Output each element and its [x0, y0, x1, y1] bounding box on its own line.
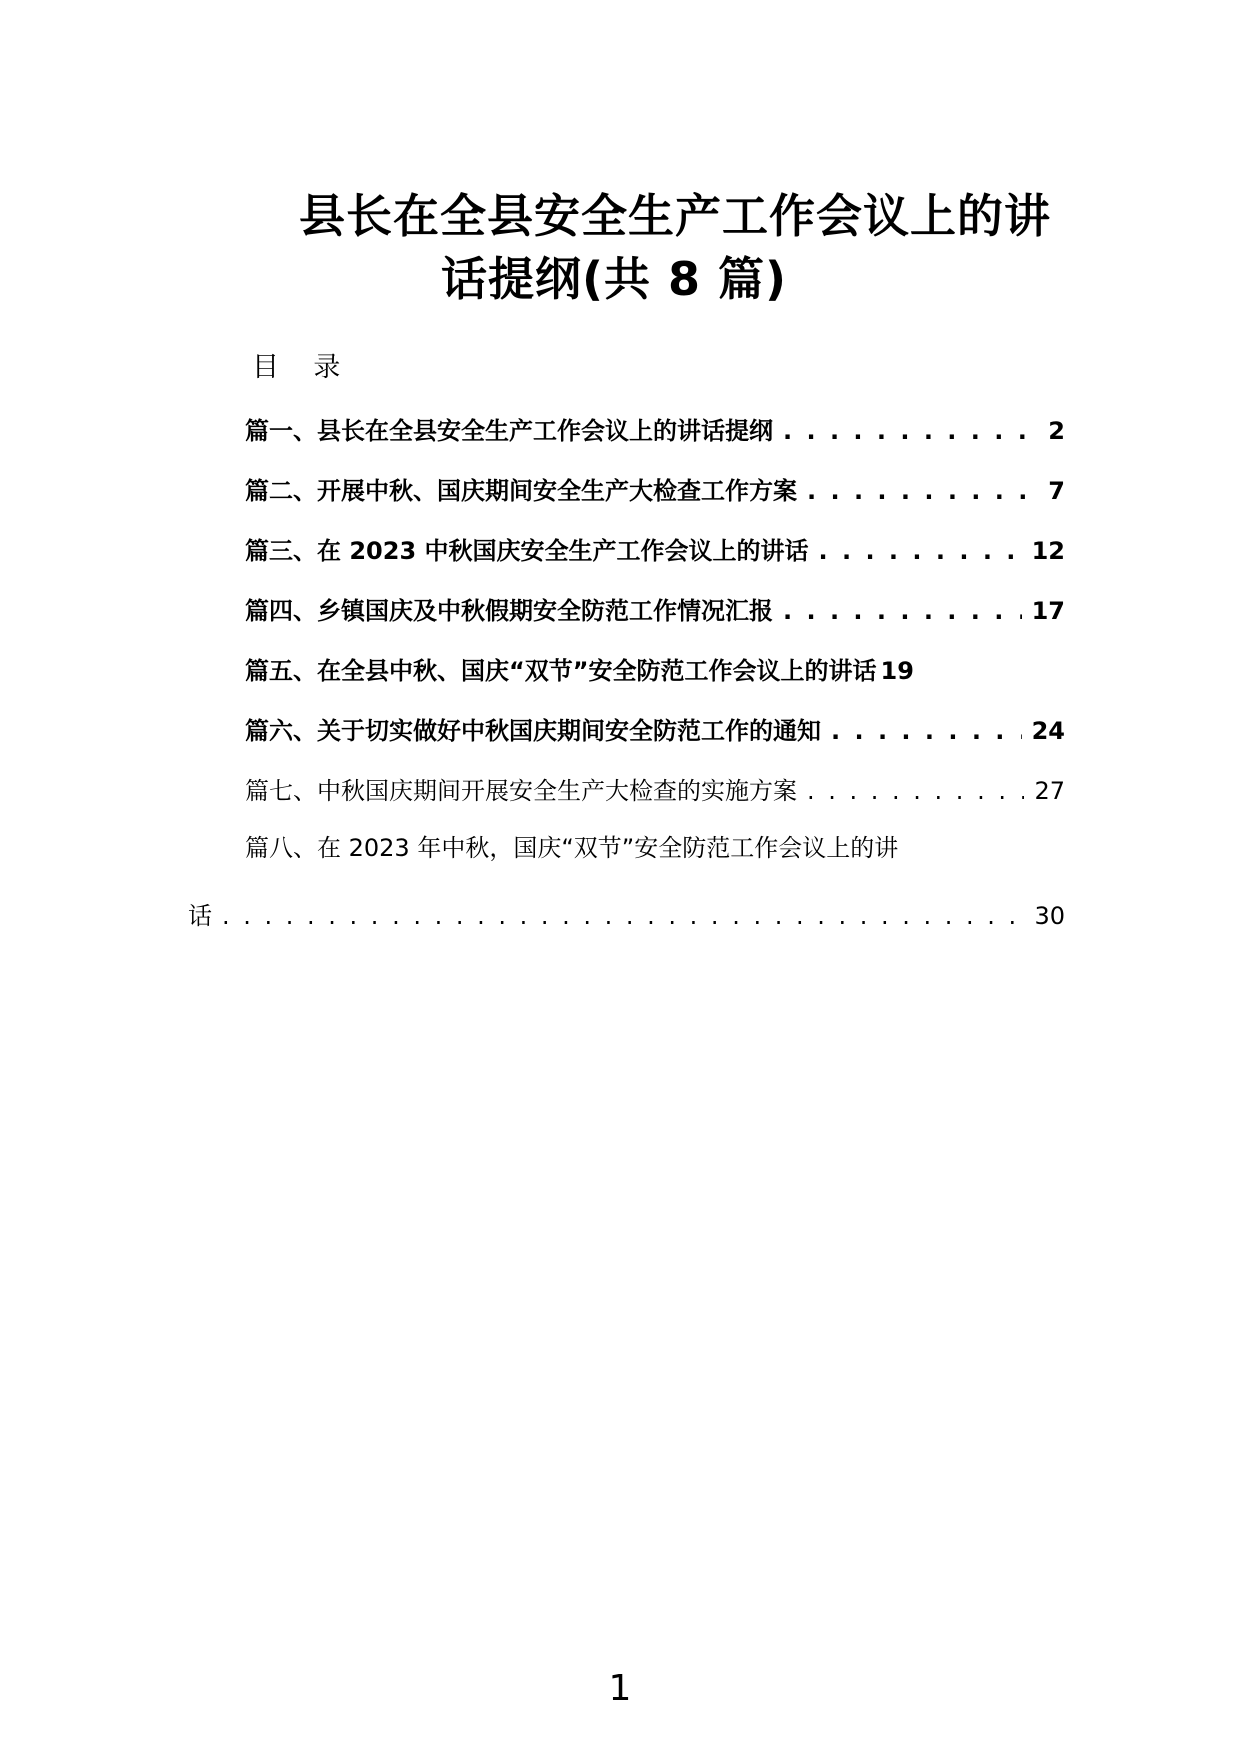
toc-entry-6[interactable] [245, 711, 1065, 751]
toc-entry-7[interactable] [245, 771, 1065, 811]
toc-dot-leader [831, 711, 1022, 751]
toc-dot-leader [819, 531, 1022, 571]
page-number: 1 [608, 1668, 632, 1709]
toc-entry-page: 2 [1048, 417, 1065, 445]
toc-entry-title: 篇二、开展中秋、国庆期间安全生产大检查工作方案 [245, 477, 797, 505]
toc-entry-title: 篇五、在全县中秋、国庆“双节”安全防范工作会议上的讲话 [245, 657, 877, 685]
toc-dot-leader [783, 591, 1022, 631]
toc-entry-title: 篇七、中秋国庆期间开展安全生产大检查的实施方案 [245, 777, 797, 805]
toc-entry-page: 27 [1034, 777, 1065, 805]
toc-dot-leader [222, 896, 1024, 936]
toc-entry-page: 19 [880, 657, 914, 685]
toc-heading: 目 录 [252, 352, 341, 383]
toc-entry-title: 篇三、在 2023 中秋国庆安全生产工作会议上的讲话 [245, 537, 809, 565]
toc-dot-leader [807, 771, 1024, 811]
toc-entry-page: 30 [1034, 902, 1065, 930]
toc-entry-1[interactable] [245, 411, 1065, 451]
toc-entry-page: 17 [1031, 597, 1065, 625]
toc-entry-3[interactable] [245, 531, 1065, 571]
toc-entry-page: 12 [1031, 537, 1065, 565]
document-title-line2: 话提纲(共 8 篇) [441, 252, 788, 306]
document-title-line1: 县长在全县安全生产工作会议上的讲 [299, 189, 1051, 243]
toc-entry-4[interactable] [245, 591, 1065, 631]
toc-entry-5[interactable] [245, 651, 1075, 691]
toc-entry-page: 7 [1048, 477, 1065, 505]
toc-dot-leader [783, 411, 1035, 451]
toc-entry-2[interactable] [245, 471, 1065, 511]
toc-entry-title-line2-row [188, 896, 1065, 936]
toc-entry-title: 篇一、县长在全县安全生产工作会议上的讲话提纲 [245, 417, 773, 445]
toc-entry-title-line1: 篇八、在 2023 年中秋，国庆“双节”安全防范工作会议上的讲 [245, 834, 899, 862]
toc-entry-title: 篇四、乡镇国庆及中秋假期安全防范工作情况汇报 [245, 597, 773, 625]
toc-dot-leader [807, 471, 1035, 511]
toc-entry-page: 24 [1031, 717, 1065, 745]
toc-entry-title: 篇六、关于切实做好中秋国庆期间安全防范工作的通知 [245, 717, 821, 745]
toc-entry-title-line2: 话 [188, 902, 212, 930]
